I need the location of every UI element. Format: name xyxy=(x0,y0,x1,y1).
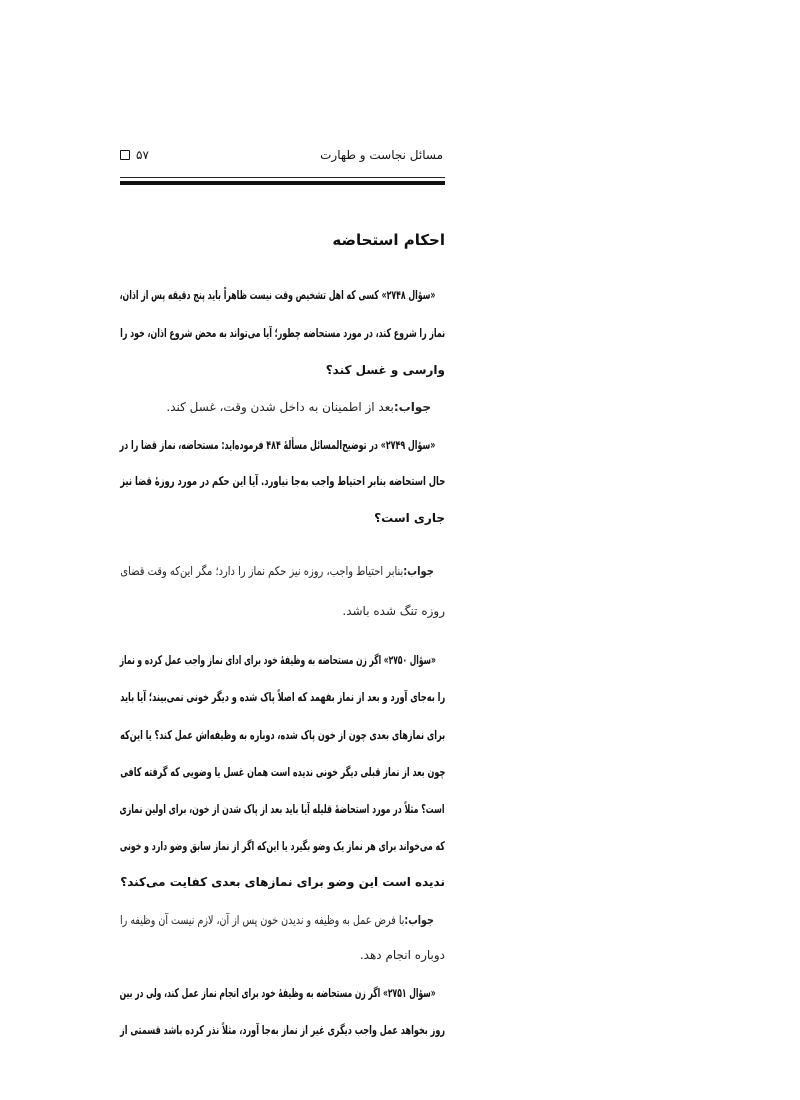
answer-line xyxy=(120,602,445,620)
square-ornament-icon xyxy=(120,150,130,160)
question-line xyxy=(120,436,445,454)
line-text: «سؤال ۲۷۴۸» کسی که اهل تشخیص وقت نیست ظاهراً باید پنج دقیقه پس از اذان، xyxy=(120,288,436,302)
question-line xyxy=(120,324,445,342)
line-text: دوباره انجام دهد. xyxy=(359,948,445,962)
line-text: که می‌خواند برای هر نماز یک وضو بگیرد یا این‌که اگر از نماز سابق وضو دارد و خونی xyxy=(120,839,445,853)
line-text: چون بعد از نماز قبلی دیگر خونی ندیده است همان غسل یا وضویی که گرفته کافی xyxy=(120,765,445,779)
answer-line xyxy=(120,911,445,929)
question-line xyxy=(120,651,445,669)
line-text: ندیده است این وضو برای نمازهای بعدی کفایت می‌کند؟ xyxy=(120,875,445,889)
question-line xyxy=(120,1021,445,1039)
line-text: جواب:بعد از اطمینان به داخل شدن وقت، غسل کند. xyxy=(166,400,431,414)
question-line xyxy=(120,800,445,818)
page-number xyxy=(120,148,149,162)
line-text: نماز را شروع کند، در مورد مستحاضه چطور؛ آیا می‌تواند به محض شروع اذان، خود را xyxy=(120,326,445,340)
question-line xyxy=(120,472,445,490)
header-rule-thin xyxy=(120,177,445,178)
line-text: است؟ مثلاً در مورد استحاضهٔ قلیله آیا باید بعد از پاک شدن از خون، برای اولین نمازی xyxy=(120,802,445,816)
answer-label: جواب: xyxy=(393,400,431,414)
line-text: جواب:بنابر احتیاط واجب، روزه نیز حکم نماز را دارد؛ مگر این‌که وقت قضای xyxy=(120,564,434,578)
header-rule-thick xyxy=(120,181,445,185)
answer-line xyxy=(120,562,445,580)
question-line xyxy=(120,509,445,527)
line-text: «سؤال ۲۷۵۱» اگر زن مستحاضه به وظیفهٔ خود برای انجام نماز عمل کند، ولی در بین xyxy=(120,986,437,1000)
line-text: «سؤال ۲۷۴۹» در توضیح‌المسائل مسألهٔ ۴۸۴ فرموده‌اید: مستحاضه، نماز قضا را در xyxy=(120,438,436,452)
line-text: جواب:با فرض عمل به وظیفه و ندیدن خون پس از آن، لازم نیست آن وظیفه را xyxy=(120,913,434,927)
question-line xyxy=(120,984,445,1002)
line-text: برای نمازهای بعدی چون از خون پاک شده، دوباره به وظیفه‌اش عمل کند؟ یا این‌که xyxy=(120,728,445,742)
question-line xyxy=(120,726,445,744)
question-line xyxy=(120,763,445,781)
answer-line xyxy=(120,946,445,964)
section-heading: احکام استحاضه xyxy=(332,231,445,249)
line-text: «سؤال ۲۷۵۰» اگر زن مستحاضه به وظیفهٔ خود برای ادای نماز واجب عمل کرده و نماز xyxy=(120,653,437,667)
answer-label: جواب: xyxy=(402,564,434,578)
question-line xyxy=(120,837,445,855)
line-text: حال استحاضه بنابر احتیاط واجب به‌جا نیاورد. آیا این حکم در مورد روزهٔ قضا نیز xyxy=(120,474,445,488)
running-title: مسائل نجاست و طهارت xyxy=(320,148,443,162)
line-text: روزه تنگ شده باشد. xyxy=(342,604,445,618)
line-text: جاری است؟ xyxy=(374,511,445,525)
answer-line xyxy=(120,398,445,416)
answer-label: جواب: xyxy=(404,913,434,927)
line-text: روز بخواهد عمل واجب دیگری غیر از نماز به‌جا آورد، مثلاً نذر کرده باشد قسمتی از xyxy=(120,1023,445,1037)
line-text: وارسی و غسل کند؟ xyxy=(325,363,445,377)
question-line xyxy=(120,688,445,706)
question-line xyxy=(120,286,445,304)
line-text: را به‌جای آورد و بعد از نماز بفهمد که اصلاً پاک شده و دیگر خونی نمی‌بیند؛ آیا باید xyxy=(120,690,445,704)
page-number-text: ۵۷ xyxy=(136,148,149,162)
question-line xyxy=(120,361,445,379)
question-line xyxy=(120,873,445,891)
